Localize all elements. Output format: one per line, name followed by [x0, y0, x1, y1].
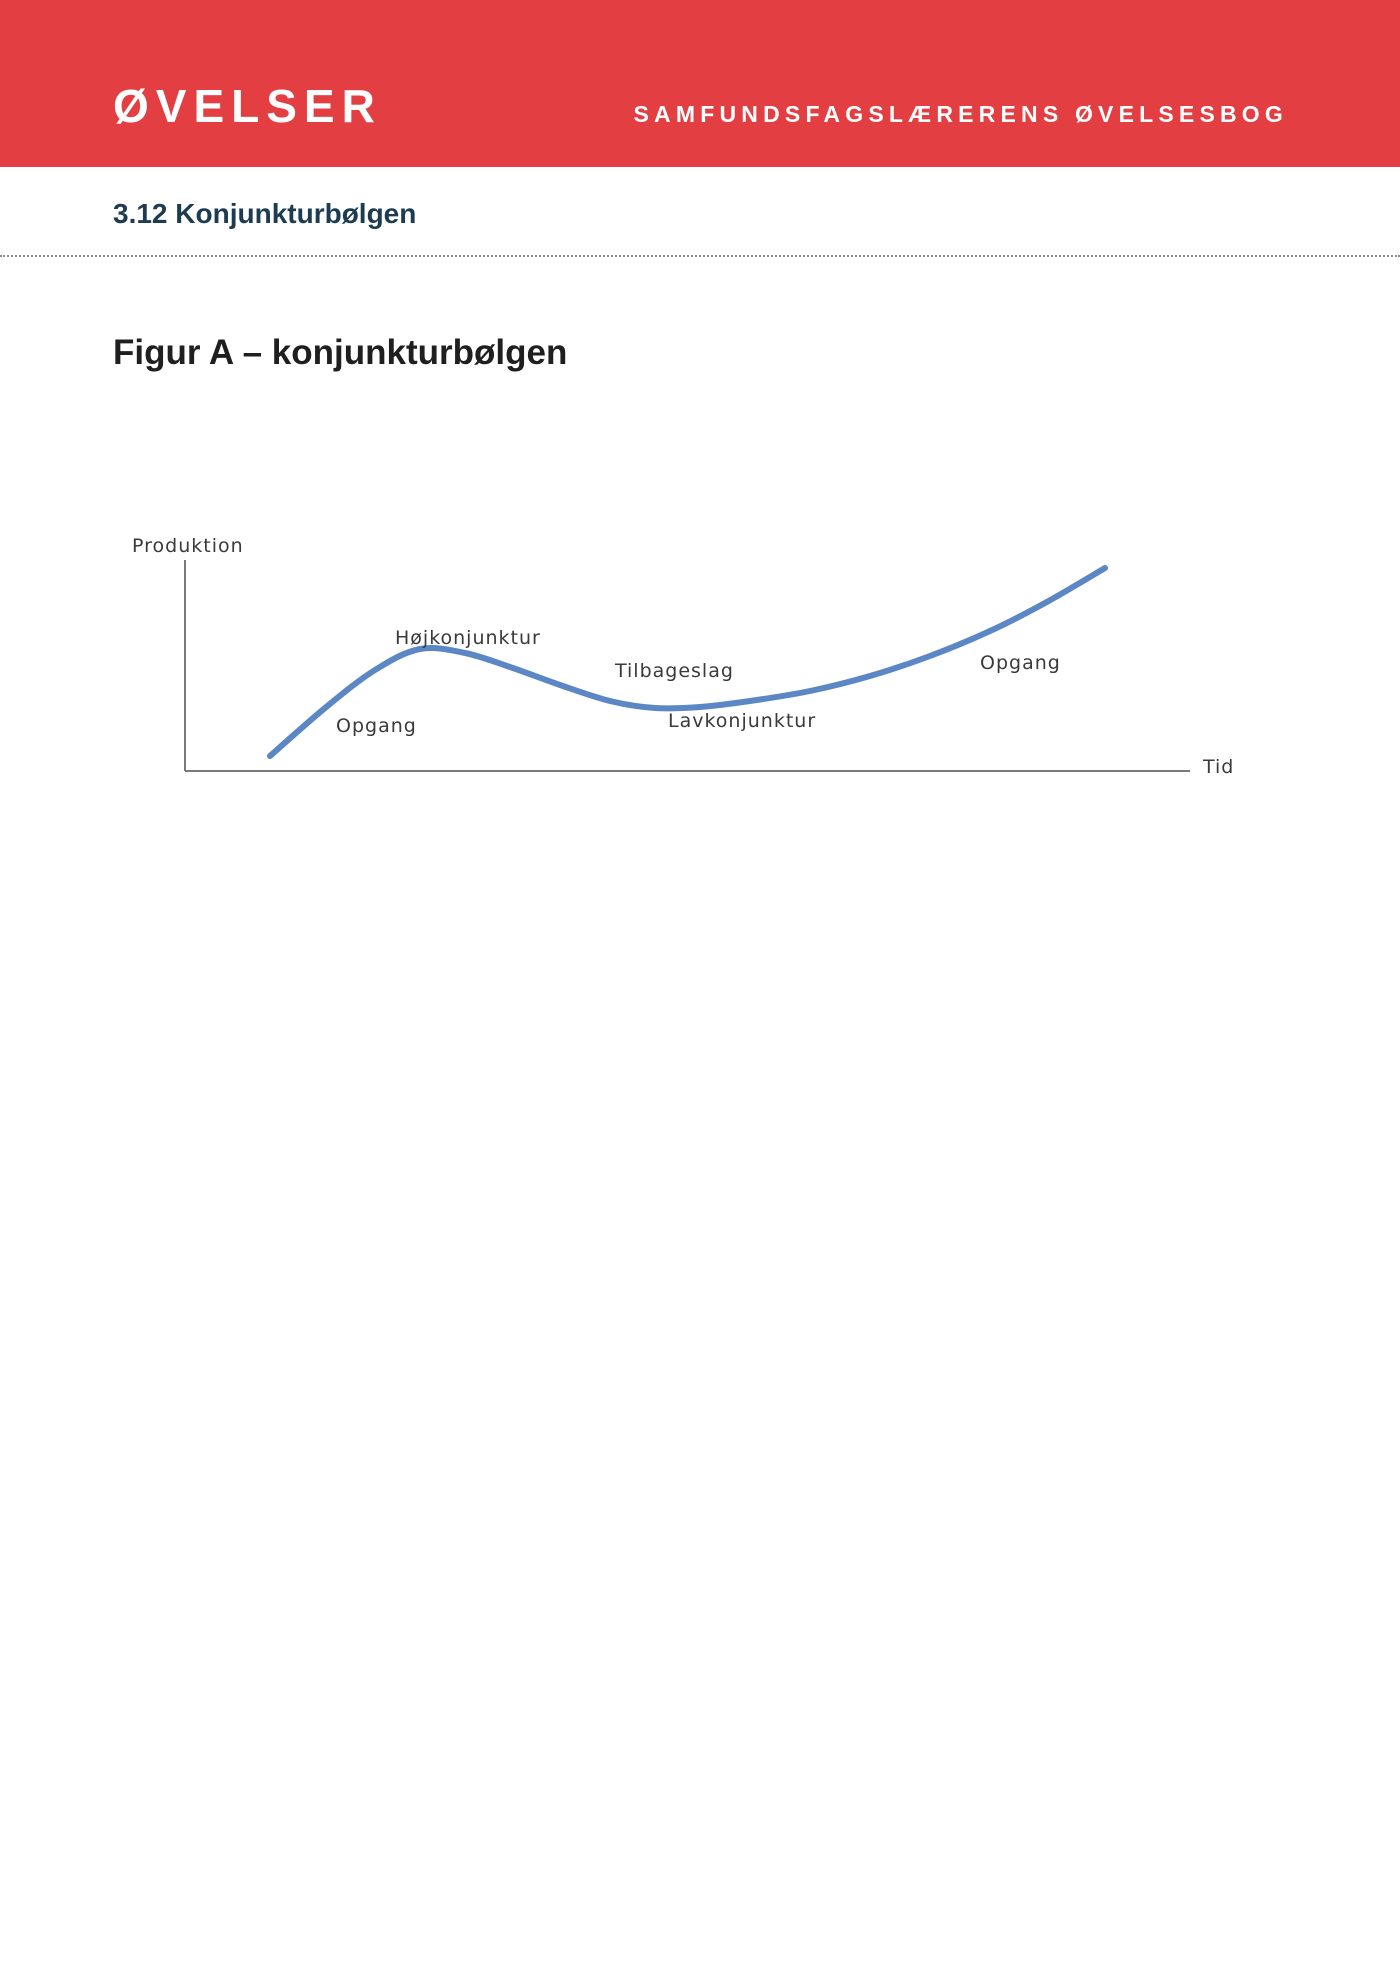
- phase-label-trough: Lavkonjunktur: [668, 710, 817, 732]
- x-axis-label: Tid: [1203, 756, 1235, 778]
- y-axis-label: Produktion: [132, 535, 244, 557]
- phase-label-peak: Højkonjunktur: [395, 627, 541, 649]
- header-bar: [0, 0, 1400, 167]
- chart-svg: [110, 525, 1260, 795]
- header-title: ØVELSER: [113, 80, 382, 132]
- business-cycle-chart: [110, 525, 1260, 795]
- phase-label-upswing-2: Opgang: [980, 652, 1061, 674]
- figure-heading: Figur A – konjunkturbølgen: [113, 333, 568, 372]
- section-title: 3.12 Konjunkturbølgen: [113, 198, 417, 229]
- header-book-title: SAMFUNDSFAGSLÆRERENS ØVELSESBOG: [633, 101, 1288, 127]
- phase-label-upswing-1: Opgang: [336, 715, 417, 737]
- phase-label-downturn: Tilbageslag: [615, 660, 734, 682]
- dotted-divider: [0, 255, 1400, 257]
